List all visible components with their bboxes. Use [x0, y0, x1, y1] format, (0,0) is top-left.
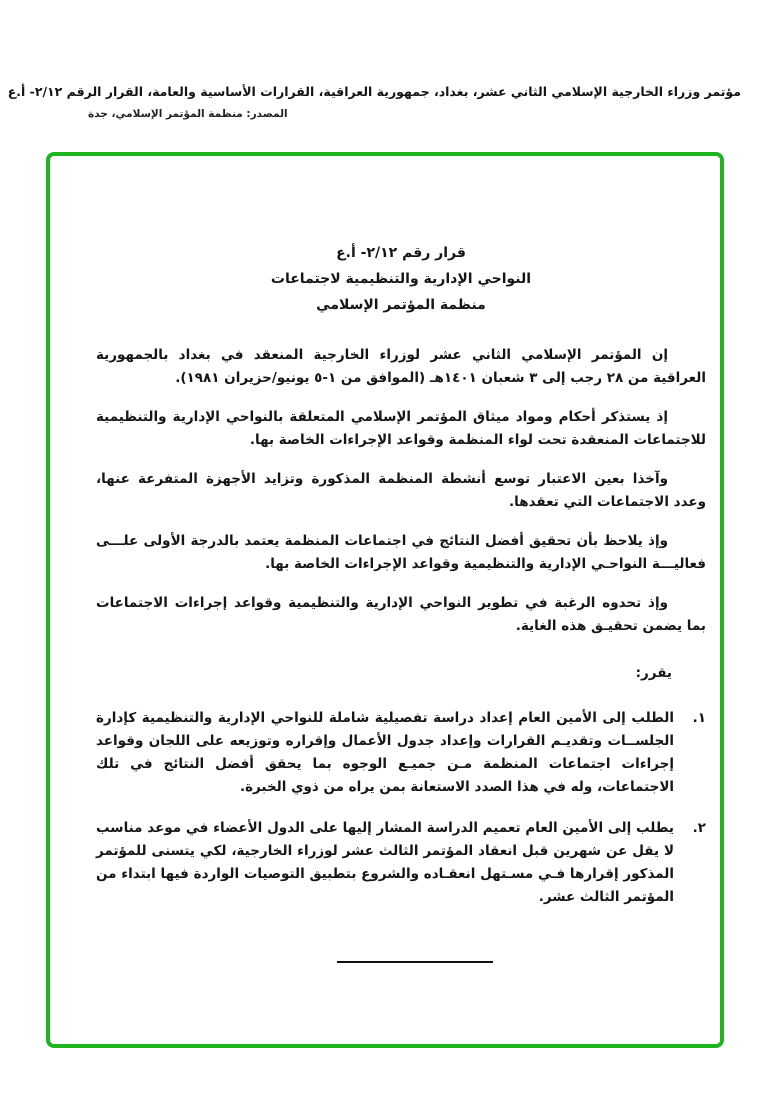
resolution-organization-line: منظمة المؤتمر الإسلامي	[316, 297, 486, 313]
header-citation: مؤتمر وزراء الخارجية الإسلامي الثاني عشر، بغداد، جمهورية العراقية، القرارات الأساسية والعامة، القرار الرقم ٢/١٢- أ.ع	[7, 84, 741, 99]
operative-item	[96, 817, 706, 909]
header-source-line: المصدر: منظمة المؤتمر الإسلامي، جدة	[88, 108, 288, 120]
item-text: الطلب إلى الأمين العام إعداد دراسة تفصيلية شاملة للنواحي الإدارية والتنظيمية كإدارة الجلســات وتقديـم القرارات وإعداد جدول الأعمال وإقراره وتوزيعه على اللجان وقواعد إجراءات اجتماعات المنظمة مـن جميـع الوجوه بما يحقق أفضل النتائج في تلك الاجتماعات، وله في هذا الصدد الاستعانة بمن يراه من ذوي الخبرة.	[96, 710, 674, 795]
preamble-paragraph: إن المؤتمر الإسلامي الثاني عشر لوزراء الخارجية المنعقد في بغداد بالجمهورية العراقية من ٢٨ رجب إلى ٣ شعبان ١٤٠١هـ (الموافق من ١-٥ يونيو/حزيران ١٩٨١).	[96, 347, 706, 386]
item-text: يطلب إلى الأمين العام تعميم الدراسة المشار إليها على الدول الأعضاء في موعد مناسب لا يقل عن شهرين قبل انعقاد المؤتمر الثالث عشر لوزراء الخارجية، لكي يتسنى للمؤتمر المذكور إقرارها فـي مسـتهل انعقـاده والشروع بتطبيق التوصيات الواردة فيها ابتداء من المؤتمر الثالث عشر.	[96, 820, 674, 905]
operative-item	[96, 707, 706, 799]
document-frame	[46, 152, 724, 1048]
item-number: ٢.	[692, 820, 706, 836]
document-body	[50, 156, 720, 963]
resolution-title	[96, 240, 706, 318]
preamble-paragraph: وإذ تحدوه الرغبة في تطوير النواحي الإدارية والتنظيمية وقواعد إجراءات الاجتماعات بما يضمن تحقيـق هذه الغاية.	[96, 595, 706, 634]
resolution-number-line: قرار رقم ٢/١٢- أ.ع	[336, 245, 466, 261]
item-number: ١.	[692, 710, 706, 726]
preamble-paragraph: إذ يستذكر أحكام ومواد ميثاق المؤتمر الإسلامي المتعلقة بالنواحي الإدارية والتنظيمية للاجتماعات المنعقدة تحت لواء المنظمة وقواعد الإجراءات الخاصة بها.	[96, 409, 706, 448]
preamble-paragraph: وإذ يلاحظ بأن تحقيق أفضل النتائج في اجتماعات المنظمة يعتمد بالدرجة الأولى علـــى فعاليـــة النواحـي الإدارية والتنظيمية وقواعد الإجراءات الخاصة بها.	[96, 533, 706, 572]
decision-label: يقرر:	[635, 665, 672, 681]
preamble-paragraph: وآخذا بعين الاعتبار توسع أنشطة المنظمة المذكورة وتزايد الأجهزة المتفرعة عنها، وعدد الاجتماعات التي تعقدها.	[96, 471, 706, 510]
closing-rule	[337, 961, 493, 963]
resolution-subject-line: النواحي الإدارية والتنظيمية لاجتماعات	[270, 271, 532, 287]
